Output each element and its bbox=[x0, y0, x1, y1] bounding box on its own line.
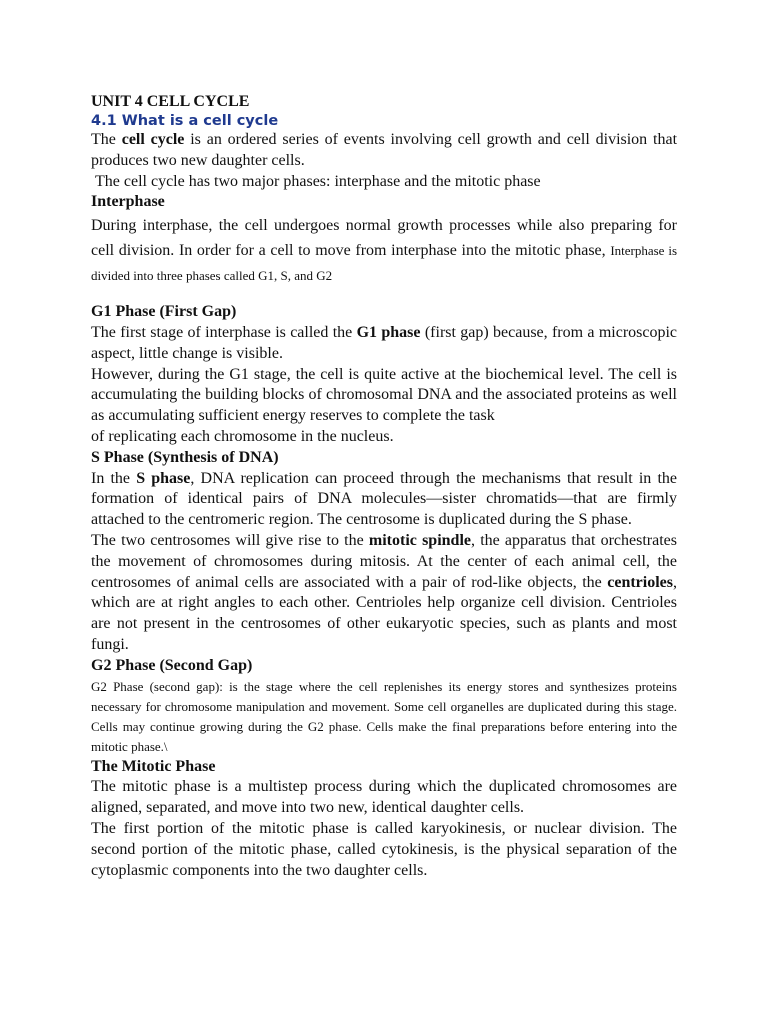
s-p2-post: , which are at right angles to each other. Centrioles help organize cell division. Centrioles are not present in the centrosomes of other eukaryotic species, such as plants and most fungi. bbox=[91, 573, 677, 653]
g1-p1-bold: G1 phase bbox=[356, 323, 421, 341]
g1-p1-post: (first gap) because, from a microscopic aspect, little change is visible. bbox=[91, 323, 678, 362]
intro-bold-term: cell cycle bbox=[121, 131, 185, 148]
major-phases-line: The cell cycle has two major phases: interphase and the mitotic phase bbox=[95, 172, 541, 190]
s-heading: S Phase (Synthesis of DNA) bbox=[91, 448, 279, 466]
interphase-small-tail: Interphase is divided into three phases called G1, S, and G2 bbox=[91, 243, 678, 284]
section-heading: 4.1 What is a cell cycle bbox=[91, 113, 279, 129]
s-p2-bold-spindle: mitotic spindle bbox=[368, 531, 471, 549]
interphase-heading: Interphase bbox=[91, 193, 165, 211]
g1-paragraph-1 bbox=[91, 323, 677, 365]
g1-p2-b: of replicating each chromosome in the nucleus. bbox=[91, 427, 394, 445]
document-page bbox=[91, 92, 677, 881]
s-p1-bold: S phase bbox=[136, 469, 191, 487]
s-p2-pre: The two centrosomes will give rise to the bbox=[91, 531, 369, 549]
mitotic-paragraph-2: The first portion of the mitotic phase is called karyokinesis, or nuclear division. The second portion of the mitotic phase, called cytokinesis, is the physical separation of the cytoplasmic components into the two daughter cells. bbox=[91, 819, 677, 879]
document-title: UNIT 4 CELL CYCLE bbox=[91, 93, 250, 110]
s-p2-bold-centrioles: centrioles bbox=[607, 573, 673, 591]
mitotic-paragraph-1: The mitotic phase is a multistep process during which the duplicated chromosomes are aligned, separated, and move into two new, identical daughter cells. bbox=[91, 778, 677, 817]
s-paragraph-1 bbox=[91, 469, 677, 531]
s-paragraph-2 bbox=[91, 531, 677, 656]
g1-paragraph-2 bbox=[91, 365, 677, 448]
g1-p2-a: However, during the G1 stage, the cell is quite active at the biochemical level. The cell is accumulating the building blocks of chromosomal DNA and the associated proteins as well as accumulating sufficient energy reserves to complete the task bbox=[91, 365, 677, 425]
interphase-paragraph bbox=[91, 213, 677, 288]
intro-pre: The bbox=[91, 131, 122, 148]
g2-paragraph: G2 Phase (second gap): is the stage where the cell replenishes its energy stores and synthesizes proteins necessary for chromosome manipulation and movement. Some cell organelles are duplicated during this stage. Cells may continue growing during the G2 phase. Cells make the final preparations before entering into the mitotic phase.\ bbox=[91, 678, 677, 754]
g1-heading: G1 Phase (First Gap) bbox=[91, 303, 237, 321]
g1-p1-pre: The first stage of interphase is called the bbox=[91, 323, 357, 341]
intro-post: is an ordered series of events involving cell growth and cell division that produces two new daughter cells. bbox=[91, 131, 678, 169]
interphase-body: During interphase, the cell undergoes normal growth processes while also preparing for cell division. In order for a cell to move from interphase into the mitotic phase, bbox=[91, 217, 677, 260]
mitotic-heading: The Mitotic Phase bbox=[91, 757, 216, 775]
s-p1-post: , DNA replication can proceed through the mechanisms that result in the formation of identical pairs of DNA molecules—sister chromatids—that are firmly attached to the centromeric region. The centrosome is duplicated during the S phase. bbox=[91, 469, 678, 529]
g2-heading: G2 Phase (Second Gap) bbox=[91, 656, 253, 674]
s-p1-pre: In the bbox=[91, 469, 137, 487]
s-p2-mid: , the apparatus that orchestrates the movement of chromosomes during mitosis. At the center of each animal cell, the centrosomes of animal cells are associated with a pair of rod-like objects, the bbox=[91, 531, 678, 591]
spacer bbox=[91, 288, 677, 302]
intro-paragraph bbox=[91, 130, 677, 172]
